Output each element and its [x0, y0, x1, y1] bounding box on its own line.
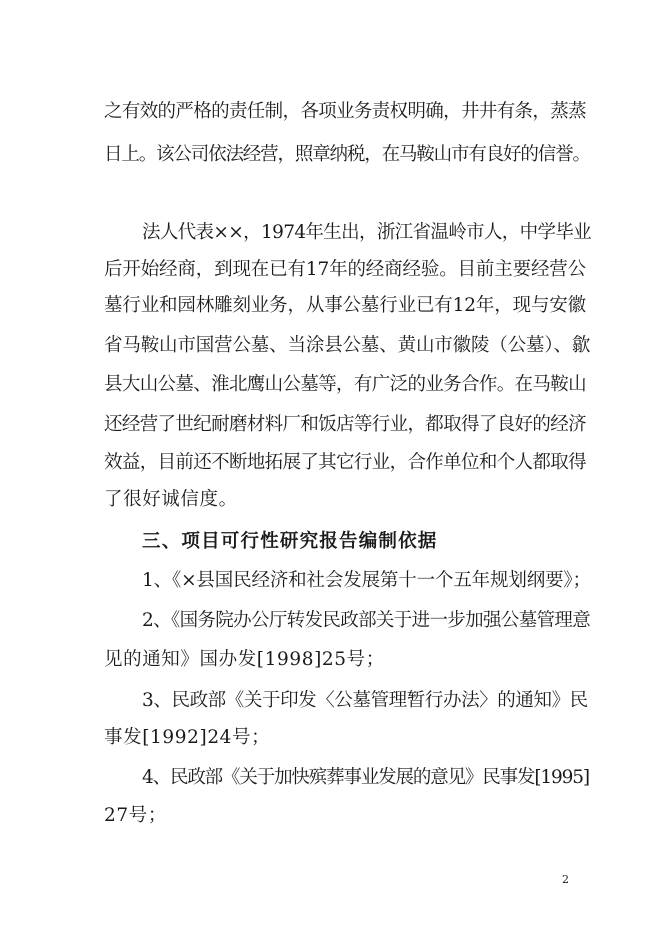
paragraph-2-line-7: 效益，目前还不断地拓展了其它行业，合作单位和个人都取得	[104, 452, 586, 473]
paragraph-1-line-1: 之有效的严格的责任制，各项业务责权明确，井井有条，蒸蒸	[104, 101, 586, 122]
paragraph-2-line-8: 了很好诚信度。	[104, 489, 238, 510]
basis-item-3-line-2: 事发[1992]24号；	[104, 727, 271, 748]
paragraph-2-line-5: 县大山公墓、淮北鹰山公墓等，有广泛的业务合作。在马鞍山	[104, 374, 586, 395]
basis-item-2-line-2: 见的通知》国办发[1998]25号；	[104, 649, 385, 670]
paragraph-2-line-4: 省马鞍山市国营公墓、当涂县公墓、黄山市徽陵（公墓）、歙	[104, 335, 591, 356]
basis-item-1-line-1: 1、《×县国民经济和社会发展第十一个五年规划纲要》；	[142, 570, 591, 591]
page-number: 2	[562, 873, 569, 886]
basis-item-4-line-2: 27号；	[104, 805, 167, 826]
paragraph-2-line-1: 法人代表××，1974年生出，浙江省温岭市人，中学毕业	[142, 222, 592, 243]
paragraph-2-line-2: 后开始经商，到现在已有17年的经商经验。目前主要经营公	[104, 259, 586, 280]
paragraph-2-line-6: 还经营了世纪耐磨材料厂和饭店等行业，都取得了良好的经济	[104, 414, 586, 435]
section-heading: 三、项目可行性研究报告编制依据	[142, 531, 438, 552]
paragraph-2-line-3: 墓行业和园林雕刻业务，从事公墓行业已有12年，现与安徽	[104, 295, 586, 316]
paragraph-1-line-2: 日上。该公司依法经营，照章纳税，在马鞍山市有良好的信誉。	[104, 144, 590, 165]
basis-item-3-line-1: 3、民政部《关于印发〈公墓管理暂行办法〉的通知》民	[142, 690, 588, 711]
basis-item-4-line-1: 4、民政部《关于加快殡葬事业发展的意见》民事发[1995]	[142, 767, 589, 788]
basis-item-2-line-1: 2、《国务院办公厅转发民政部关于进一步加强公墓管理意	[142, 610, 591, 631]
